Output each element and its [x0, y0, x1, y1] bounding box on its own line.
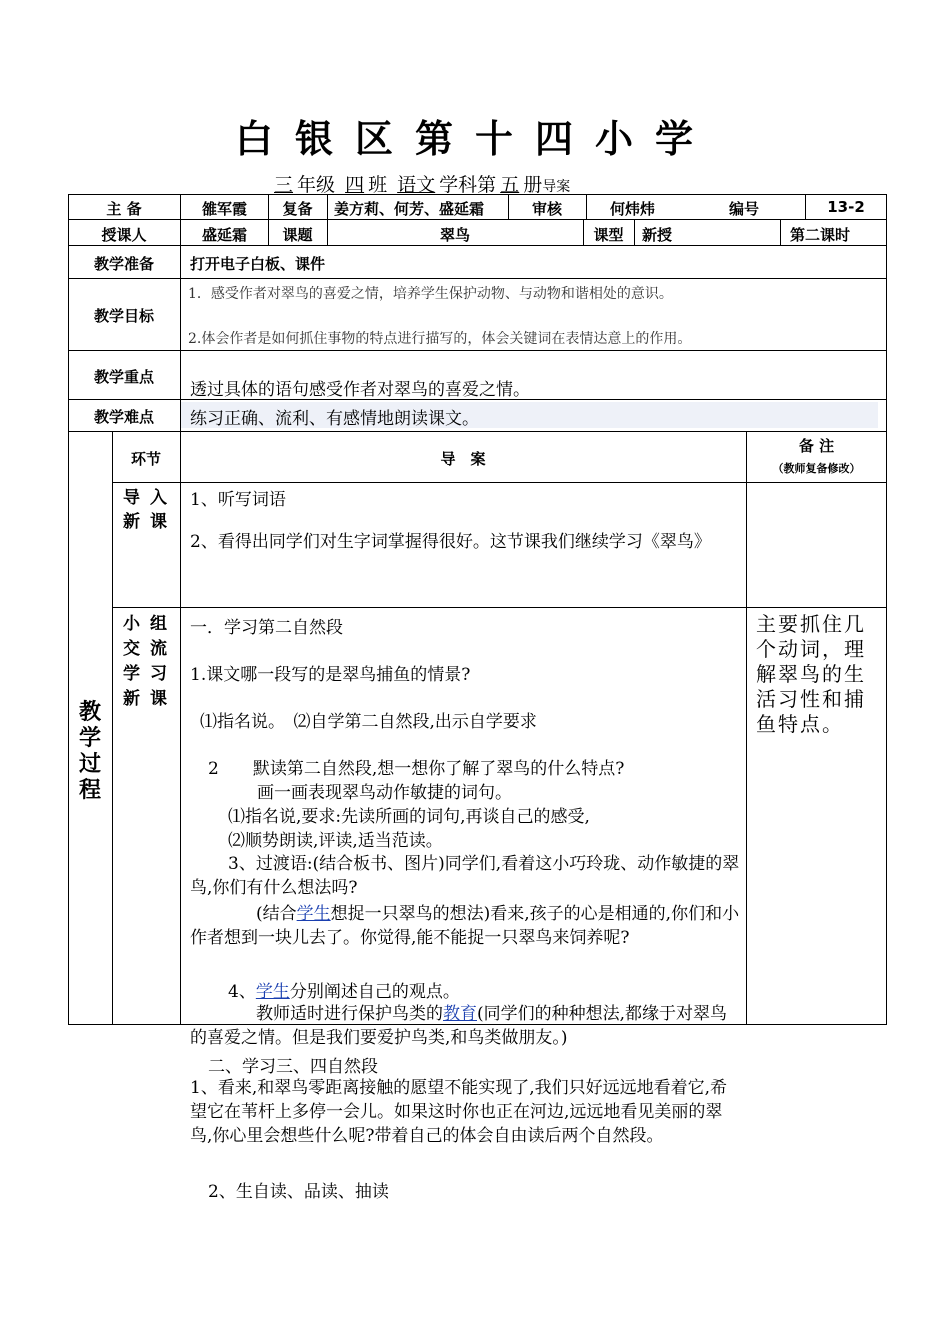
row-divider: [68, 245, 887, 246]
subject-value: 语文: [397, 174, 436, 196]
plan-p8: 3、过渡语:(结合板书、图片)同学们,看着这小巧玲珑、动作敏捷的翠鸟,你们有什么想法吗?: [190, 854, 740, 898]
topic-label: 课题: [282, 226, 313, 244]
col-divider: [180, 194, 181, 219]
prep-value: 打开电子白板、课件: [190, 255, 326, 273]
subject-suffix: 学科第: [439, 174, 497, 196]
col-divider: [180, 219, 181, 245]
col-divider: [586, 194, 587, 219]
prep-label: 教学准备: [93, 255, 154, 273]
review-label: 复备: [282, 200, 313, 218]
grade-suffix: 年级: [297, 174, 336, 196]
doc-type: 导案: [542, 179, 571, 195]
stage1-line2: 2、看得出同学们对生字词掌握得很好。这节课我们继续学习《翠鸟》: [190, 532, 711, 552]
plan-p3: ⑴指名说。 ⑵自学第二自然段,出示自学要求: [200, 712, 537, 732]
stage2-name: 小 组 交 流 学 习 新 课: [123, 614, 169, 709]
col-plan-header: 导 案: [440, 450, 486, 468]
plan-p7: ⑵顺势朗读,评读,适当范读。: [228, 831, 443, 851]
type-label: 课型: [593, 226, 624, 244]
check-value: 何炜炜: [610, 200, 656, 218]
class-suffix: 班: [368, 174, 388, 196]
row-divider: [68, 350, 887, 351]
goal-item: 2.体会作者是如何抓住事物的特点进行描写的，体会关键词在表情达意上的作用。: [188, 331, 692, 347]
row-divider: [68, 219, 887, 220]
plan-p1: 一．学习第二自然段: [190, 618, 343, 638]
col-divider: [746, 431, 747, 1025]
main-value: 雒军霞: [202, 200, 248, 218]
col-divider: [780, 219, 781, 245]
col-divider: [634, 219, 635, 245]
plan-p10: 4、学生分别阐述自己的观点。: [228, 982, 460, 1002]
col-divider: [327, 194, 328, 219]
col-divider: [180, 431, 181, 1025]
teacher-label: 授课人: [101, 226, 147, 244]
plan-p13: 1、看来,和翠鸟零距离接触的愿望不能实现了,我们只好远远地看着它,希望它在苇杆上多停一会儿。如果这时你也正在河边,远远地看见美丽的翠鸟,你心里会想些什么呢?带着自己的体会自由读后两个自然段。: [190, 1078, 728, 1146]
plan-p12: 二、学习三、四自然段: [208, 1057, 378, 1077]
student-link[interactable]: 学生: [255, 982, 290, 1002]
main-label: 主 备: [106, 200, 142, 218]
plan-p14: 2、生自读、品读、抽读: [208, 1182, 389, 1202]
topic-value: 翠鸟: [439, 226, 470, 244]
school-title: 白银区第十四小学: [234, 117, 715, 161]
focus-label: 教学重点: [93, 368, 154, 386]
plan-p11: 教师适时进行保护鸟类的教育(同学们的种种想法,都缘于对翠鸟的喜爱之情。但是我们要爱护鸟类,和鸟类做朋友。): [190, 1004, 728, 1048]
col-stage-header: 环节: [130, 450, 161, 468]
row-divider: [68, 278, 887, 279]
teacher-value: 盛延霜: [202, 226, 248, 244]
student-link[interactable]: 学生: [296, 904, 331, 924]
col-notes-header: 备 注: [798, 437, 835, 455]
plan-p2: 1.课文哪一段写的是翠鸟捕鱼的情景?: [190, 665, 471, 685]
class-value: 四: [345, 174, 365, 196]
number-value: 13-2: [827, 198, 865, 216]
goal-item: 1．感受作者对翠鸟的喜爱之情，培养学生保护动物、与动物和谐相处的意识。: [188, 286, 673, 302]
row-divider: [112, 607, 887, 608]
stage1-line1: 1、听写词语: [190, 490, 286, 510]
difficulty-value: 练习正确、流利、有感情地朗读课文。: [190, 409, 479, 429]
plan-p4: 2 默读第二自然段,想一想你了解了翠鸟的什么特点?: [208, 759, 625, 779]
period-value: 第二课时: [790, 226, 851, 244]
plan-p5: 画一画表现翠鸟动作敏捷的词句。: [257, 783, 512, 803]
check-label: 审核: [531, 200, 562, 218]
type-value: 新授: [642, 226, 673, 244]
plan-p9: (结合学生想捉一只翠鸟的想法)看来,孩子的心是相通的,你们和小作者想到一块儿去了。你觉得,能不能捉一只翠鸟来饲养呢?: [190, 904, 740, 948]
volume-value: 五: [500, 174, 520, 196]
process-label: 教学过程: [78, 700, 101, 803]
grade-value: 三: [274, 174, 294, 196]
lesson-table: [68, 194, 887, 1025]
difficulty-label: 教学难点: [93, 408, 154, 426]
number-label: 编号: [729, 200, 760, 218]
row-divider: [68, 431, 887, 432]
subtitle-line: [270, 170, 570, 197]
stage2-note: 主要抓住几个动词，理解翠鸟的生活习性和捕鱼特点。: [756, 612, 866, 736]
stage1-name: 导 入 新 课: [123, 488, 169, 532]
review-value: 姜方莉、何芳、盛延霜: [334, 200, 485, 218]
education-link[interactable]: 教育: [443, 1004, 477, 1024]
goals-label: 教学目标: [93, 307, 154, 325]
focus-value: 透过具体的语句感受作者对翠鸟的喜爱之情。: [190, 380, 530, 400]
row-divider: [112, 482, 887, 483]
volume-suffix: 册: [523, 174, 543, 196]
plan-p6: ⑴指名说,要求:先读所画的词句,再谈自己的感受,: [228, 807, 590, 827]
col-notes-sub: （教师复备修改）: [772, 462, 861, 475]
